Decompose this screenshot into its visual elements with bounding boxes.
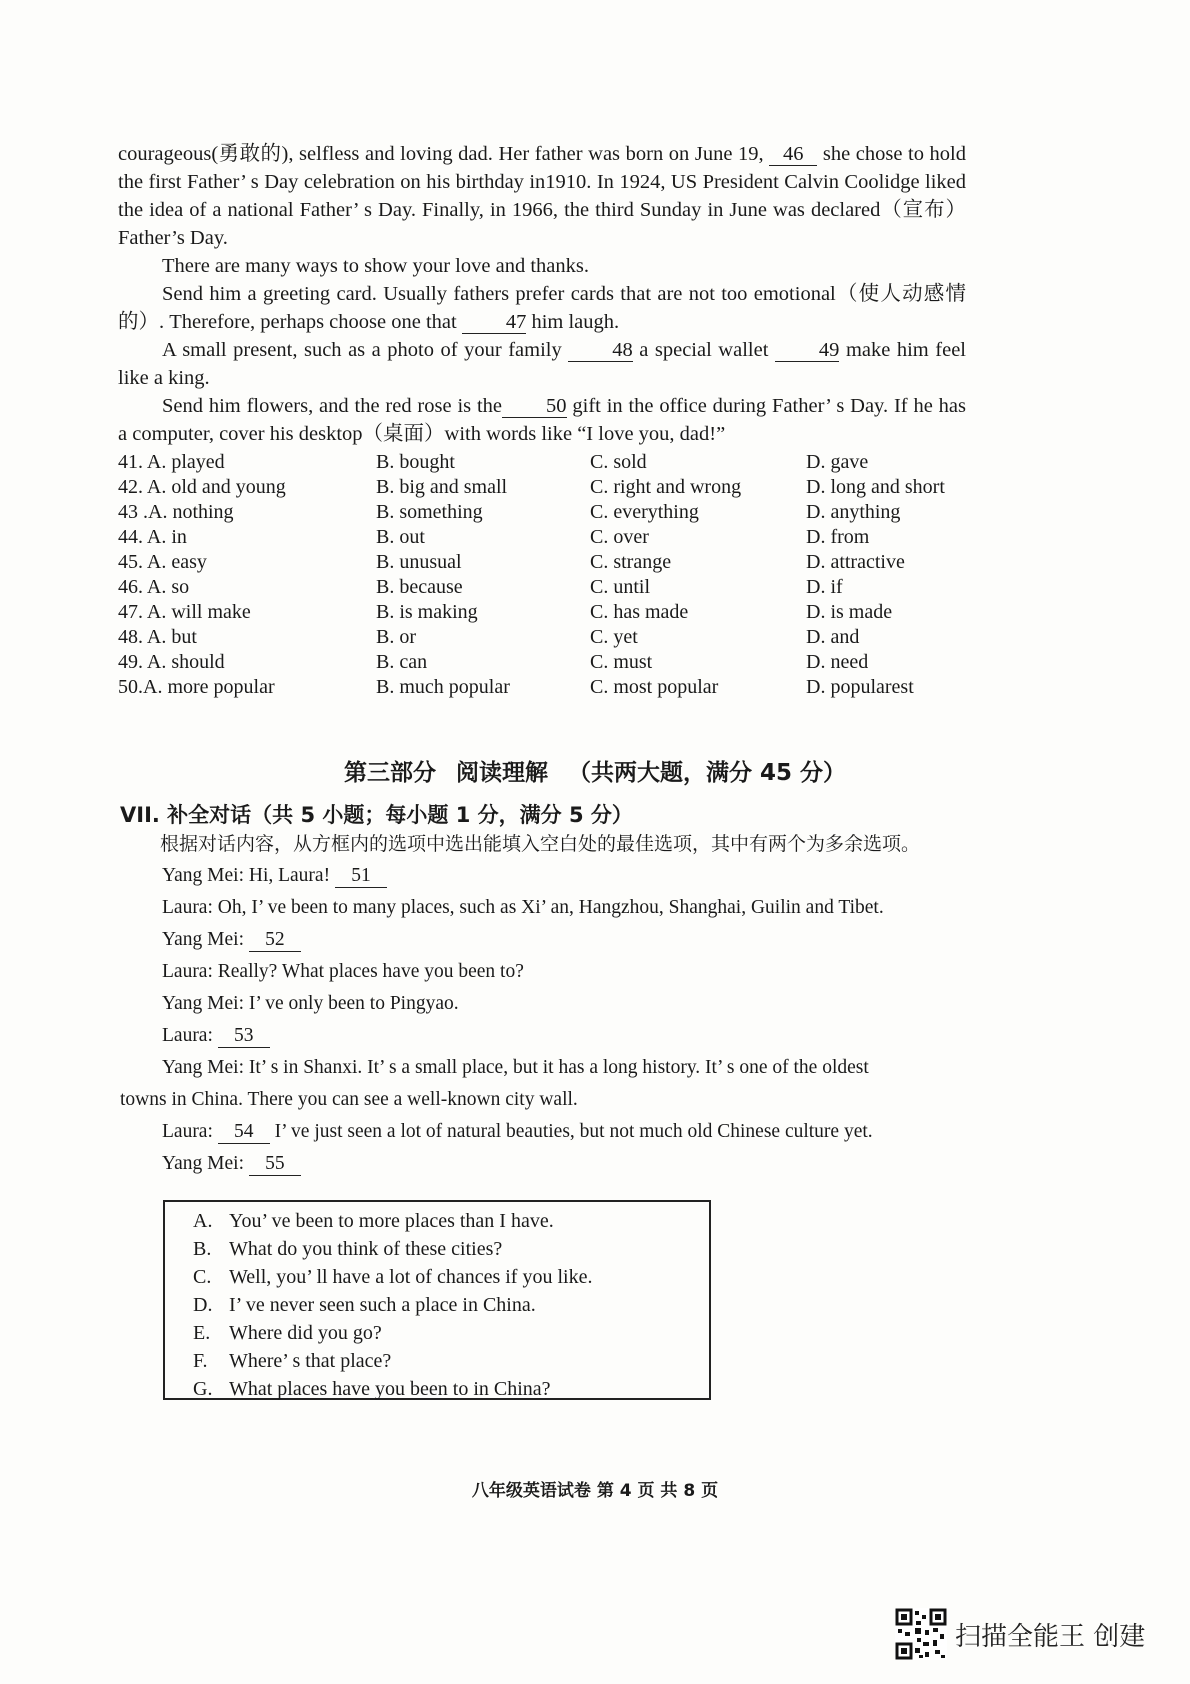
option-a: 41. A. played	[118, 451, 225, 473]
dialogue	[120, 860, 940, 1180]
page-footer: 八年级英语试卷 第 4 页 共 8 页	[471, 1481, 719, 1501]
choice-text: Well, you’ ll have a lot of chances if you like.	[229, 1266, 593, 1288]
option-d: D. is made	[806, 601, 893, 623]
passage-paragraph-1	[118, 140, 966, 252]
passage-paragraph-5	[118, 392, 966, 448]
dialogue-line	[120, 1148, 940, 1180]
option-row	[118, 500, 978, 525]
blank-52: 52	[249, 929, 301, 952]
choice-box	[163, 1200, 711, 1400]
text: she chose to hold the first Father’ s Day celebration on his birthday in1910. In 1924, US President Calvin Coolidge liked the idea of a national Father’ s Day. Finally, in 1966, the third Sunday in June was declared（宣布）Father’s Day.	[118, 143, 966, 249]
option-d: D. gave	[806, 451, 869, 473]
option-b: B. is making	[376, 601, 478, 623]
text: I’ ve just seen a lot of natural beauties, but not much old Chinese culture yet.	[269, 1121, 873, 1142]
text: Yang Mei: Hi, Laura!	[162, 865, 335, 886]
blank-49: 49	[775, 339, 840, 362]
passage-paragraph-4	[118, 336, 966, 392]
blank-53: 53	[218, 1025, 270, 1048]
dialogue-line	[120, 860, 940, 892]
answer-options	[118, 450, 978, 700]
option-c: C. strange	[590, 551, 672, 573]
option-d: D. and	[806, 626, 860, 648]
choice-item	[193, 1375, 709, 1403]
choice-letter: C.	[193, 1266, 212, 1288]
option-b: B. can	[376, 651, 428, 673]
option-d: D. long and short	[806, 476, 945, 498]
option-c: C. sold	[590, 451, 647, 473]
blank-47: 47	[462, 311, 527, 334]
option-c: C. yet	[590, 626, 638, 648]
text: him laugh.	[526, 311, 620, 333]
option-c: C. over	[590, 526, 649, 548]
option-row	[118, 475, 978, 500]
text: Send him flowers, and the red rose is the	[162, 395, 503, 417]
vii-heading: VII. 补全对话（共 5 小题；每小题 1 分，满分 5 分）	[120, 803, 633, 827]
choice-item	[193, 1319, 709, 1347]
option-d: D. if	[806, 576, 843, 598]
choice-text: Where did you go?	[229, 1322, 382, 1344]
option-a: 47. A. will make	[118, 601, 251, 623]
section-name: 阅读理解	[455, 760, 548, 786]
text: Laura:	[162, 1121, 218, 1142]
option-a: 49. A. should	[118, 651, 225, 673]
option-row	[118, 650, 978, 675]
choice-letter: B.	[193, 1238, 212, 1260]
dialogue-line	[120, 1116, 940, 1148]
text: A small present, such as a photo of your family	[162, 339, 569, 361]
vii-instruction: 根据对话内容，从方框内的选项中选出能填入空白处的最佳选项，其中有两个为多余选项。	[160, 833, 921, 855]
option-a: 43 .A. nothing	[118, 501, 234, 523]
dialogue-line	[120, 924, 940, 956]
text: gift in the office during Father’ s Day. If he has a computer, cover his desktop（桌面）with words like “I love you, dad!”	[118, 395, 966, 445]
choice-letter: D.	[193, 1294, 213, 1316]
choice-text: What places have you been to in China?	[229, 1378, 551, 1400]
option-b: B. or	[376, 626, 416, 648]
choice-item	[193, 1263, 709, 1291]
option-d: D. from	[806, 526, 870, 548]
blank-51: 51	[335, 865, 387, 888]
passage-paragraph-3	[118, 280, 966, 336]
choice-item	[193, 1347, 709, 1375]
choice-item	[193, 1235, 709, 1263]
blank-48: 48	[568, 339, 633, 362]
text: Yang Mei:	[162, 1153, 249, 1174]
option-d: D. popularest	[806, 676, 914, 698]
option-b: B. bought	[376, 451, 455, 473]
option-b: B. much popular	[376, 676, 510, 698]
option-c: C. must	[590, 651, 653, 673]
option-d: D. need	[806, 651, 869, 673]
dialogue-line: Laura: Really? What places have you been to?	[162, 961, 524, 982]
choice-text: I’ ve never seen such a place in China.	[229, 1294, 536, 1316]
text: a special wallet	[632, 339, 775, 361]
blank-54: 54	[218, 1121, 270, 1144]
option-c: C. right and wrong	[590, 476, 742, 498]
option-c: C. most popular	[590, 676, 719, 698]
option-row	[118, 675, 978, 700]
choice-text: Where’ s that place?	[229, 1350, 392, 1372]
watermark-text: 扫描全能王 创建	[955, 1621, 1146, 1652]
option-a: 42. A. old and young	[118, 476, 286, 498]
choice-letter: G.	[193, 1378, 213, 1400]
blank-50: 50	[502, 395, 567, 418]
choice-letter: A.	[193, 1210, 213, 1232]
passage-paragraph-2: There are many ways to show your love and thanks.	[162, 255, 589, 277]
blank-46: 46	[769, 143, 817, 166]
dialogue-line: Laura: Oh, I’ ve been to many places, such as Xi’ an, Hangzhou, Shanghai, Guilin and Tibet.	[162, 897, 884, 918]
option-a: 45. A. easy	[118, 551, 207, 573]
text: Laura:	[162, 1025, 218, 1046]
text: courageous(勇敢的), selfless and loving dad. Her father was born on June 19,	[118, 143, 770, 165]
reading-passage	[118, 140, 966, 448]
option-c: C. until	[590, 576, 651, 598]
section-title	[0, 754, 1190, 787]
dialogue-line-continued: towns in China. There you can see a well-known city wall.	[120, 1089, 578, 1110]
text: Yang Mei:	[162, 929, 249, 950]
text: make him feel like a king.	[118, 339, 966, 389]
choice-text: What do you think of these cities?	[229, 1238, 503, 1260]
option-row	[118, 625, 978, 650]
choice-text: You’ ve been to more places than I have.	[229, 1210, 554, 1232]
option-b: B. something	[376, 501, 483, 523]
option-row	[118, 525, 978, 550]
option-c: C. everything	[590, 501, 699, 523]
text: Send him a greeting card. Usually fathers prefer cards that are not too emotional（使人动感情的）. Therefore, perhaps choose one that	[118, 283, 966, 333]
option-a: 48. A. but	[118, 626, 197, 648]
choice-letter: E.	[193, 1322, 211, 1344]
option-b: B. out	[376, 526, 425, 548]
blank-55: 55	[249, 1153, 301, 1176]
option-row	[118, 550, 978, 575]
choice-item	[193, 1291, 709, 1319]
choice-item	[193, 1207, 709, 1235]
option-b: B. because	[376, 576, 463, 598]
section-score: （共两大题，满分 45 分）	[567, 760, 847, 786]
option-c: C. has made	[590, 601, 689, 623]
option-b: B. unusual	[376, 551, 462, 573]
dialogue-line	[120, 1020, 940, 1052]
choice-letter: F.	[193, 1350, 208, 1372]
option-row	[118, 600, 978, 625]
option-d: D. attractive	[806, 551, 905, 573]
qr-code-icon	[895, 1608, 947, 1660]
option-a: 44. A. in	[118, 526, 187, 548]
option-d: D. anything	[806, 501, 901, 523]
option-b: B. big and small	[376, 476, 508, 498]
dialogue-line: Yang Mei: I’ ve only been to Pingyao.	[162, 993, 459, 1014]
option-row	[118, 575, 978, 600]
section-part: 第三部分	[343, 760, 436, 786]
scanner-watermark	[895, 1608, 1145, 1660]
option-a: 50.A. more popular	[118, 676, 275, 698]
option-row	[118, 450, 978, 475]
dialogue-line: Yang Mei: It’ s in Shanxi. It’ s a small place, but it has a long history. It’ s one of the oldest	[162, 1057, 869, 1078]
option-a: 46. A. so	[118, 576, 190, 598]
